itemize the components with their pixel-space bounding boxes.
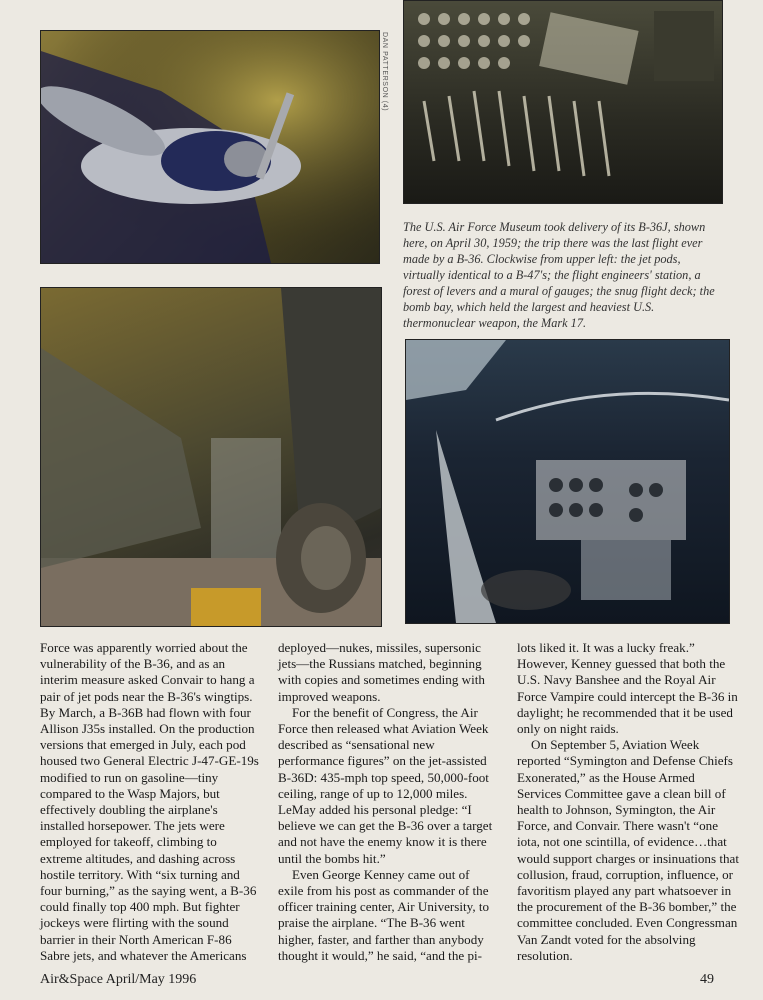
- bomb-bay-photo: [40, 287, 382, 627]
- paragraph: On September 5, Aviation Week reported “Symington and Defense Chiefs Exonerated,” as the House Armed Services Committee gave a clean bill of health to Johnson, Symington, the Air Force, and Convair. There wasn't “one iota, not one scintilla, of evidence…that would support charges or insinuations that collusion, fraud, corruption, influence, or favoritism played any part whatsoever in the procurement of the B-36 bomber,” the committee concluded. Even Congressman Van Zandt voted for the absolving resolution.: [517, 737, 739, 963]
- paragraph: Force was apparently worried about the vulnerability of the B-36, and as an interim measure asked Convair to hang a pair of jet pods near the B-36's wingtips. By March, a B-36B had flown with four Allison J35s installed. On the production versions that emerged in July, each pod housed two General Electric J-47-GE-19s modified to run on gasoline—tiny compared to the Wasp Majors, but effectively doubling the airplane's installed horsepower. The jets were employed for takeoff, climbing to extreme altitudes, and dashing across hostile territory. With “six turning and four burning,” as the saying went, a B-36 could finally top 400 mph. But fighter jockeys were flirting with the sound barrier in their North American F-86 Sabre jets, and whatever the Americans: [40, 640, 259, 963]
- article-column-3: [517, 640, 741, 964]
- flight-engineer-station-photo: [403, 0, 723, 204]
- paragraph: deployed—nukes, missiles, supersonic jets—the Russians matched, beginning with copies and sometimes ending with improved weapons.: [278, 640, 485, 704]
- paragraph: lots liked it. It was a lucky freak.” However, Kenney guessed that both the U.S. Navy Banshee and the Royal Air Force Vampire could intercept the B-36 in daylight; he recommended that it be used only on night raids.: [517, 640, 738, 737]
- photo-caption: The U.S. Air Force Museum took delivery of its B-36J, shown here, on April 30, 1959; the trip there was the last flight ever made by a B-36. Clockwise from upper left: the jet pods, virtually identical to a B-47's; the flight engineers' station, a forest of levers and a mural of gauges; the snug flight deck; the bomb bay, which held the largest and heaviest U.S. thermonuclear weapon, the Mark 17.: [403, 220, 715, 330]
- paragraph: Even George Kenney came out of exile from his post as commander of the officer training center, Air University, to praise the airplane. “The B-36 went higher, faster, and farther than anybody thought it would,” he said, “and the pi-: [278, 866, 490, 963]
- photo-credit: DAN PATTERSON (4): [381, 32, 388, 112]
- article-column-2: [278, 640, 498, 964]
- magazine-footer: Air&Space April/May 1996: [40, 972, 197, 987]
- jet-pods-photo: [40, 30, 380, 264]
- article-column-1: [40, 640, 260, 964]
- paragraph: For the benefit of Congress, the Air Force then released what Aviation Week described as “sensational new performance figures” on the jet-assisted B-36D: 435-mph top speed, 50,000-foot ceiling, range of up to 12,000 miles. LeMay added his personal pledge: “I believe we can get the B-36 over a target and not have the enemy know it is there until the bombs hit.”: [278, 704, 493, 866]
- page-number: 49: [700, 972, 714, 987]
- flight-deck-photo: [405, 339, 730, 624]
